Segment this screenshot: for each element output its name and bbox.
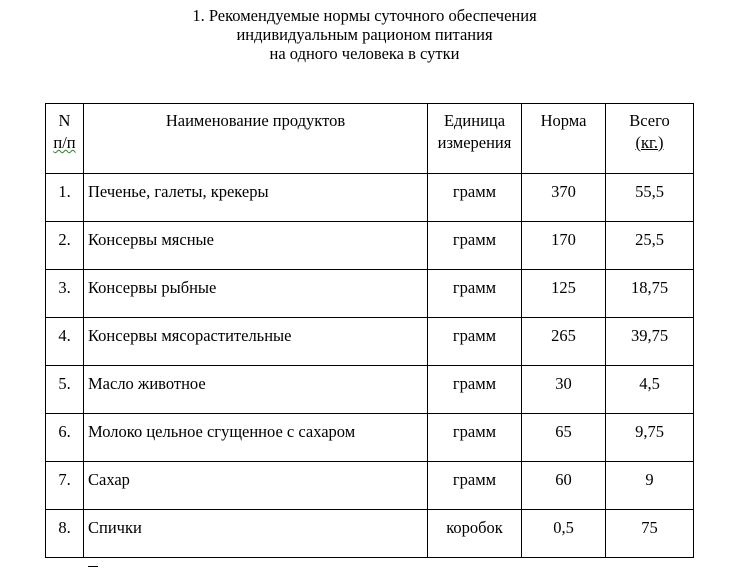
row-norm: 0,5 [522, 510, 606, 558]
row-number: 3. [46, 270, 84, 318]
table-row [46, 366, 694, 414]
row-unit: грамм [428, 462, 522, 510]
header-unit-line-1: Единица [443, 111, 506, 130]
row-product-name: Молоко цельное сгущенное с сахаром [84, 414, 428, 462]
header-number-line-2: п/п [53, 133, 76, 152]
row-total: 4,5 [606, 366, 694, 414]
row-number: 4. [46, 318, 84, 366]
row-number: 5. [46, 366, 84, 414]
title-line-3: на одного человека в сутки [269, 44, 460, 63]
row-total: 18,75 [606, 270, 694, 318]
row-product-name: Консервы рыбные [84, 270, 428, 318]
header-product-name: Наименование продуктов [84, 104, 428, 174]
row-unit: грамм [428, 414, 522, 462]
header-total-line-2: (кг.) [635, 133, 664, 152]
row-unit: грамм [428, 222, 522, 270]
row-number: 6. [46, 414, 84, 462]
header-number-line-1: N [58, 111, 71, 130]
header-total-line-1: Всего [629, 111, 670, 130]
row-total: 75 [606, 510, 694, 558]
table-row [46, 270, 694, 318]
row-norm: 125 [522, 270, 606, 318]
row-number: 7. [46, 462, 84, 510]
document-title [0, 6, 729, 63]
table-row [46, 462, 694, 510]
row-total: 25,5 [606, 222, 694, 270]
table-row [46, 414, 694, 462]
table-row [46, 222, 694, 270]
text-cursor-stub [88, 566, 98, 567]
table-header-row [46, 104, 694, 174]
food-norms-table [45, 103, 694, 558]
row-unit: грамм [428, 318, 522, 366]
table-row [46, 174, 694, 222]
row-product-name: Спички [84, 510, 428, 558]
row-product-name: Консервы мясные [84, 222, 428, 270]
row-product-name: Масло животное [84, 366, 428, 414]
header-total [606, 104, 694, 174]
row-norm: 370 [522, 174, 606, 222]
row-norm: 265 [522, 318, 606, 366]
row-unit: грамм [428, 174, 522, 222]
row-unit: коробок [428, 510, 522, 558]
row-total: 39,75 [606, 318, 694, 366]
row-total: 9 [606, 462, 694, 510]
row-product-name: Печенье, галеты, крекеры [84, 174, 428, 222]
header-number [46, 104, 84, 174]
table-row [46, 318, 694, 366]
header-norm: Норма [522, 104, 606, 174]
row-product-name: Сахар [84, 462, 428, 510]
title-line-2: индивидуальным рационом питания [236, 25, 493, 44]
header-unit [428, 104, 522, 174]
row-total: 9,75 [606, 414, 694, 462]
header-unit-line-2: измерения [437, 133, 512, 152]
row-unit: грамм [428, 366, 522, 414]
row-norm: 30 [522, 366, 606, 414]
row-number: 1. [46, 174, 84, 222]
table-row [46, 510, 694, 558]
row-norm: 170 [522, 222, 606, 270]
row-number: 2. [46, 222, 84, 270]
row-product-name: Консервы мясорастительные [84, 318, 428, 366]
title-line-1: 1. Рекомендуемые нормы суточного обеспечения [192, 6, 537, 25]
row-norm: 65 [522, 414, 606, 462]
row-unit: грамм [428, 270, 522, 318]
row-number: 8. [46, 510, 84, 558]
row-total: 55,5 [606, 174, 694, 222]
row-norm: 60 [522, 462, 606, 510]
